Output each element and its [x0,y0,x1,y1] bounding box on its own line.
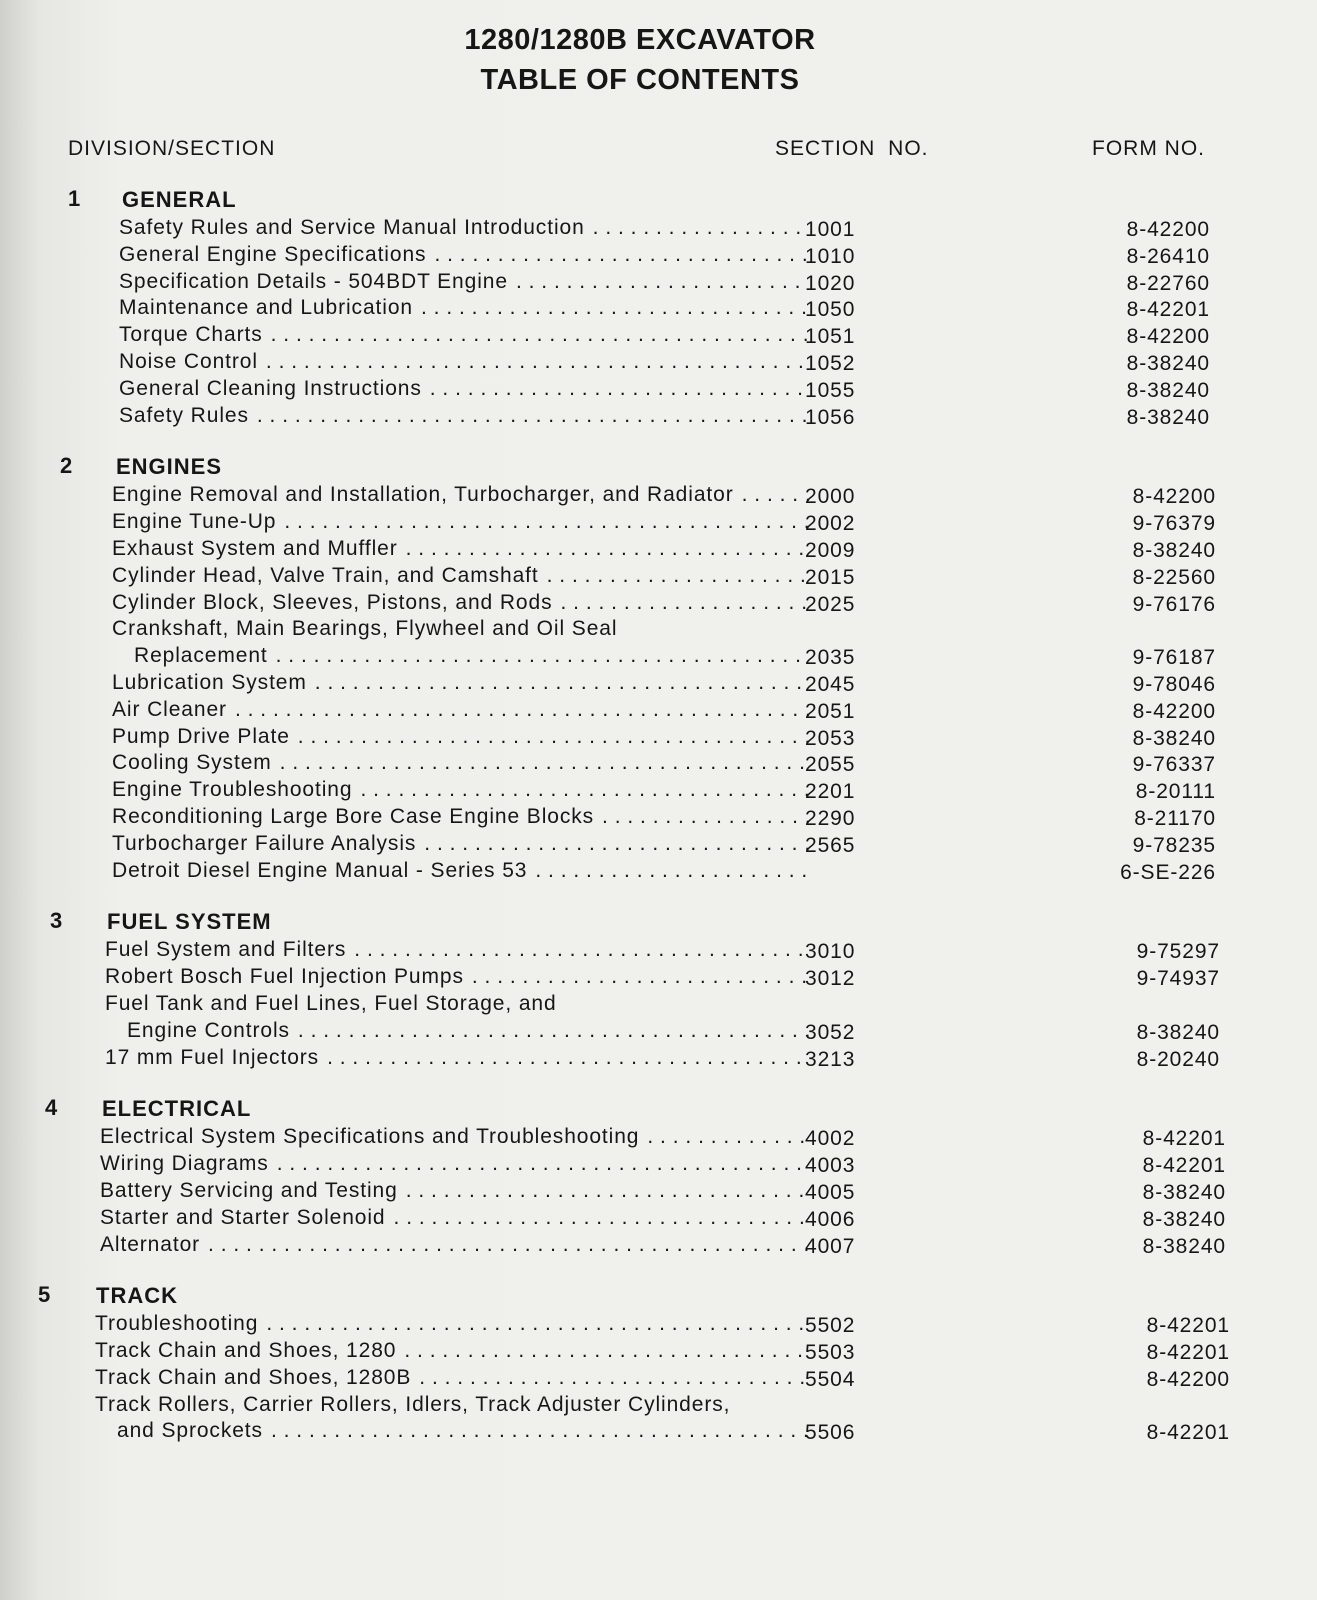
entry-title: 17 mm Fuel Injectors [105,1045,320,1069]
section-number: 1 [68,186,82,211]
entry-section-no: 4003 [805,1154,856,1178]
toc-entry-row [0,1337,1317,1364]
dot-leader [280,751,809,775]
entry-title: Air Cleaner [112,697,227,721]
entry-form-no: 8-38240 [1142,1207,1226,1231]
entry-form-no: 8-38240 [1132,538,1216,562]
dot-leader [434,243,809,267]
entry-form-no: 8-42200 [1126,218,1210,241]
entry-section-no: 4005 [805,1180,856,1204]
entry-title-line [112,483,809,507]
section-title: ENGINES [116,454,223,480]
entry-title-line [112,671,809,695]
entry-title-line [119,377,809,401]
entry-form-no: 8-38240 [1136,1020,1220,1044]
entry-section-no: 3012 [805,967,856,991]
entry-section-no: 1010 [805,244,856,268]
entry-title-line [100,1179,809,1203]
entry-title-line [119,270,809,294]
toc-entry-row [0,1123,1317,1150]
entry-form-no: 8-42200 [1126,325,1210,349]
toc-entry-row [0,642,1317,669]
entry-title-line [112,725,809,749]
entry-title: Fuel System and Filters [105,938,347,962]
column-header-division: DIVISION/SECTION [68,137,276,160]
entry-section-no: 1051 [805,325,856,349]
dot-leader [257,404,809,428]
entry-title: Cylinder Head, Valve Train, and Camshaft [112,563,539,587]
section-heading [0,451,1317,481]
dot-leader [271,1419,809,1443]
toc-entry-row [0,1231,1317,1258]
entry-title: Detroit Diesel Engine Manual - Series 53 [112,858,528,882]
section-heading [0,1280,1317,1310]
entry-form-no: 9-75297 [1136,940,1220,964]
toc-entry-row [0,990,1317,1017]
document-title: 1280/1280B EXCAVATOR [464,24,816,56]
entry-form-no: 9-76337 [1132,753,1216,777]
entry-title-line [119,296,809,320]
entry-form-no: 8-42200 [1146,1367,1230,1391]
entry-title: Troubleshooting [95,1312,259,1336]
entry-form-no: 8-22760 [1126,271,1210,295]
entry-title-line [100,1152,809,1176]
entry-title-line [112,617,809,641]
entry-title: Fuel Tank and Fuel Lines, Fuel Storage, and [105,991,557,1015]
entry-title: Crankshaft, Main Bearings, Flywheel and Oil Seal [112,617,618,641]
table-of-contents [0,184,1317,1467]
toc-entry-row [0,830,1317,857]
entry-title: Torque Charts [119,323,263,347]
toc-entry-row [0,1177,1317,1204]
toc-entry-row [0,857,1317,884]
toc-entry-row [0,1150,1317,1177]
toc-entry-row [0,669,1317,696]
entry-title-line [95,1339,809,1363]
entry-section-no: 5502 [805,1314,856,1338]
entry-section-no: 5503 [805,1341,856,1365]
entry-title-line [119,350,809,374]
dot-leader [298,725,809,749]
entry-form-no: 8-42201 [1142,1127,1226,1151]
entry-section-no: 5506 [805,1421,856,1445]
toc-entry-row [0,776,1317,803]
dot-leader [327,1046,809,1070]
entry-title-line [105,1046,809,1070]
entry-title: Alternator [100,1232,201,1256]
entry-title: Specification Details - 504BDT Engine [119,269,508,293]
section-number: 4 [45,1095,59,1121]
entry-title: Reconditioning Large Bore Case Engine Blocks [112,804,595,828]
entry-section-no: 4006 [805,1207,856,1231]
toc-entry-row [0,803,1317,830]
entry-title: Track Chain and Shoes, 1280 [95,1339,397,1363]
entry-section-no: 1050 [805,298,856,322]
toc-entry-row [0,1391,1317,1418]
dot-leader [647,1125,809,1149]
entry-form-no: 8-42201 [1146,1314,1230,1338]
entry-title: Track Chain and Shoes, 1280B [95,1365,412,1389]
entry-title: Noise Control [119,349,258,373]
dot-leader [472,965,809,989]
toc-entry-row [0,1364,1317,1391]
entry-section-no: 1055 [805,378,856,402]
dot-leader [421,296,809,320]
dot-leader [430,377,809,401]
dot-leader [360,778,809,802]
toc-section [0,906,1317,1070]
section-title: FUEL SYSTEM [107,909,272,935]
entry-section-no: 2009 [805,538,856,562]
entry-title: Pump Drive Plate [112,724,290,748]
entry-form-no: 8-42201 [1142,1154,1226,1178]
entry-title: Starter and Starter Solenoid [100,1205,386,1229]
toc-section [0,1280,1317,1444]
entry-form-no: 8-38240 [1126,351,1210,375]
entry-form-no: 8-38240 [1126,405,1210,429]
entry-section-no: 2002 [805,512,856,536]
toc-entry-row [0,268,1317,295]
entry-title-line [105,992,809,1016]
dot-leader [602,805,809,829]
entry-title: Track Rollers, Carrier Rollers, Idlers, Track Adjuster Cylinders, [95,1392,731,1416]
dot-leader [547,564,809,588]
entry-title-line [119,404,809,428]
entry-title-line [112,537,809,561]
entry-title-line [95,1419,809,1443]
section-number: 5 [38,1282,52,1308]
entry-title-line [119,243,809,267]
entry-section-no: 5504 [805,1367,856,1391]
dot-leader [277,1152,809,1176]
entry-title: Wiring Diagrams [100,1152,269,1176]
entry-title: Robert Bosch Fuel Injection Pumps [105,965,464,989]
entry-form-no: 9-76176 [1132,592,1216,616]
toc-entry-row [0,535,1317,562]
toc-entry-row [0,1017,1317,1044]
toc-entry-row [0,348,1317,375]
entry-title: General Engine Specifications [119,242,427,266]
entry-form-no: 8-42201 [1126,298,1210,322]
entry-form-no: 8-38240 [1132,726,1216,750]
section-title: ELECTRICAL [102,1096,252,1122]
entry-title: and Sprockets [117,1419,263,1443]
entry-form-no: 8-42200 [1132,699,1216,723]
entry-form-no: 8-38240 [1142,1180,1226,1204]
entry-title: Engine Controls [127,1018,290,1042]
dot-leader [266,350,809,374]
dot-leader [742,483,809,507]
entry-title: Cylinder Block, Sleeves, Pistons, and Rods [112,590,553,614]
entry-title-line [95,1366,809,1390]
entry-title-line [112,751,809,775]
section-heading [0,184,1317,214]
toc-entry-row [0,723,1317,750]
dot-leader [406,1179,809,1203]
section-number: 3 [50,908,64,934]
toc-entry-row [0,1310,1317,1337]
dot-leader [208,1233,809,1257]
toc-entry-row [0,1417,1317,1444]
entry-section-no: 2055 [805,753,856,777]
entry-title: Engine Tune-Up [112,510,277,534]
toc-section [0,1093,1317,1257]
dot-leader [419,1366,809,1390]
entry-section-no: 2015 [805,565,856,589]
column-header-section-no: SECTION NO. [775,137,929,160]
dot-leader [424,832,809,856]
toc-entry-row [0,294,1317,321]
dot-leader [406,537,809,561]
toc-entry-row [0,1044,1317,1071]
toc-entry-row [0,589,1317,616]
entry-form-no: 8-20111 [1135,780,1216,804]
entry-section-no: 1056 [805,405,856,429]
entry-form-no: 8-38240 [1142,1234,1226,1258]
dot-leader [354,938,809,962]
entry-section-no: 2201 [805,780,856,804]
dot-leader [535,859,809,883]
entry-form-no: 8-42200 [1132,485,1216,509]
entry-title: Maintenance and Lubrication [119,296,413,320]
dot-leader [315,671,809,695]
dot-leader [284,510,809,534]
toc-entry-row [0,375,1317,402]
dot-leader [394,1206,809,1230]
dot-leader [516,270,809,294]
entry-title-line [100,1125,809,1149]
section-number: 2 [60,453,74,479]
entry-form-no: 8-22560 [1132,565,1216,589]
toc-entry-row [0,615,1317,642]
entry-title: Battery Servicing and Testing [100,1178,398,1202]
entry-form-no: 9-74937 [1136,967,1220,991]
toc-entry-row [0,321,1317,348]
entry-form-no: 8-26410 [1126,244,1210,268]
entry-title-line [112,805,809,829]
entry-section-no: 2290 [805,806,856,830]
entry-form-no: 8-42201 [1146,1421,1230,1445]
section-heading [0,906,1317,936]
entry-title: Safety Rules [119,403,249,427]
entry-section-no: 2045 [805,672,856,696]
toc-section [0,451,1317,883]
entry-form-no: 9-76187 [1132,646,1216,670]
entry-form-no: 8-42201 [1146,1341,1230,1365]
dot-leader [276,644,809,668]
entry-form-no: 6-SE-226 [1120,860,1216,884]
entry-section-no: 4007 [805,1234,856,1258]
entry-title: Engine Removal and Installation, Turbocharger, and Radiator [112,483,734,507]
entry-title: Safety Rules and Service Manual Introduction [119,216,585,239]
entry-title: Turbocharger Failure Analysis [112,831,417,855]
toc-entry-row [0,402,1317,429]
dot-leader [593,216,809,240]
entry-section-no: 1052 [805,351,856,375]
dot-leader [404,1339,809,1363]
entry-section-no: 1020 [805,271,856,295]
entry-form-no: 9-76379 [1132,512,1216,536]
dot-leader [561,591,810,615]
entry-title: General Cleaning Instructions [119,376,422,400]
entry-title: Exhaust System and Muffler [112,536,398,560]
entry-section-no: 3010 [805,940,856,964]
entry-title-line [105,938,809,962]
entry-title-line [95,1312,809,1336]
entry-title-line [100,1233,809,1257]
entry-form-no: 9-78046 [1132,672,1216,696]
entry-title: Replacement [134,644,268,668]
column-header-form-no: FORM NO. [1092,137,1205,160]
entry-title-line [112,591,809,615]
entry-title-line [105,1019,809,1043]
entry-section-no: 2035 [805,646,856,670]
dot-leader [298,1019,809,1043]
entry-title: Cooling System [112,751,272,775]
entry-title-line [112,564,809,588]
toc-section [0,184,1317,428]
entry-section-no: 1001 [805,218,856,241]
entry-title-line [105,965,809,989]
toc-entry-row [0,562,1317,589]
toc-entry-row [0,936,1317,963]
entry-title-line [112,510,809,534]
entry-section-no: 2000 [805,485,856,509]
entry-section-no: 2025 [805,592,856,616]
toc-entry-row [0,963,1317,990]
entry-form-no: 8-20240 [1136,1047,1220,1071]
entry-title-line [95,1393,809,1417]
entry-title: Engine Troubleshooting [112,778,353,802]
entry-title: Lubrication System [112,670,307,694]
entry-section-no: 2053 [805,726,856,750]
entry-title-line [119,216,809,240]
toc-entry-row [0,508,1317,535]
entry-title-line [112,644,809,668]
entry-title-line [100,1206,809,1230]
entry-title-line [112,832,809,856]
entry-section-no: 3052 [805,1020,856,1044]
toc-entry-row [0,214,1317,241]
entry-title-line [119,323,809,347]
section-heading [0,1093,1317,1123]
section-title: TRACK [96,1283,178,1309]
dot-leader [266,1312,809,1336]
dot-leader [271,323,809,347]
entry-title-line [112,698,809,722]
entry-title-line [112,778,809,802]
entry-form-no: 8-38240 [1126,378,1210,402]
dot-leader [235,698,809,722]
entry-section-no: 2565 [805,833,856,857]
entry-section-no: 2051 [805,699,856,723]
entry-section-no: 4002 [805,1127,856,1151]
toc-entry-row [0,696,1317,723]
toc-entry-row [0,1204,1317,1231]
entry-title: Electrical System Specifications and Troubleshooting [100,1125,640,1149]
entry-title-line [112,859,809,883]
document-subtitle: TABLE OF CONTENTS [480,64,800,96]
section-title: GENERAL [122,187,237,212]
entry-form-no: 8-21170 [1134,806,1216,830]
toc-entry-row [0,481,1317,508]
entry-form-no: 9-78235 [1132,833,1216,857]
toc-entry-row [0,749,1317,776]
entry-section-no: 3213 [805,1047,856,1071]
toc-entry-row [0,241,1317,268]
